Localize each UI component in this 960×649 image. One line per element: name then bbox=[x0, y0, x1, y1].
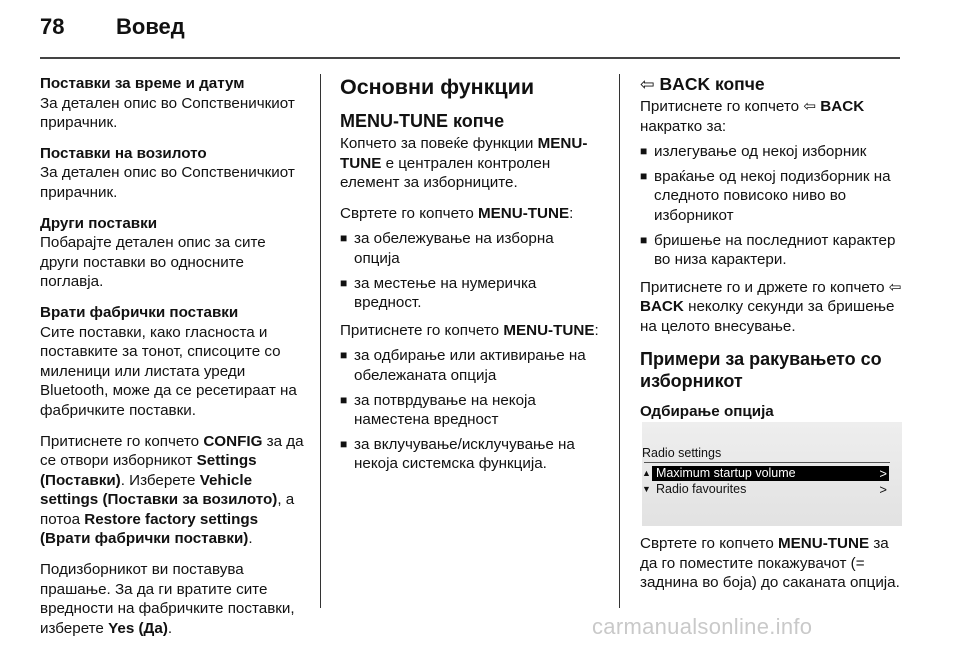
subsubsection-title: Одбирање опција bbox=[640, 402, 774, 420]
menu-tune-key: MENU-TUNE bbox=[503, 321, 595, 339]
header-rule bbox=[40, 57, 900, 59]
section-body: Побарајте детален опис за сите други поставки во односните поглавја. bbox=[40, 234, 266, 291]
text: Притиснете го и држете го копчето bbox=[640, 278, 889, 296]
section-other bbox=[40, 214, 304, 292]
section-heading: Поставки на возилото bbox=[40, 144, 207, 162]
restore-option-name: Restore factory settings (Врати фабрички поставки) bbox=[40, 510, 259, 548]
screen-menu-item bbox=[642, 482, 890, 497]
text: неколку секунди за бришење на целото внесување. bbox=[640, 298, 895, 335]
column-divider bbox=[619, 74, 620, 608]
back-arrow-icon: ⇦ bbox=[888, 278, 902, 296]
heading-text: BACK копче bbox=[659, 74, 765, 94]
paragraph bbox=[340, 321, 602, 341]
up-arrow-icon: ▲ bbox=[642, 468, 651, 478]
section-body: За детален опис во Сопственичкиот прирачник. bbox=[40, 164, 295, 201]
paragraph bbox=[340, 134, 602, 193]
list-item-text: враќање од некој подизборник на следното повисоко ниво во изборникот bbox=[654, 167, 891, 224]
text: Притиснете го копчето bbox=[640, 98, 804, 115]
section-title: Основни функции bbox=[340, 75, 535, 99]
back-key: BACK bbox=[640, 298, 684, 316]
section-heading: Врати фабрички поставки bbox=[40, 303, 239, 321]
text: Притиснете го копчето bbox=[40, 432, 204, 450]
screen-divider bbox=[644, 462, 890, 463]
column-left bbox=[40, 74, 304, 649]
bullet-icon: ■ bbox=[340, 436, 348, 451]
column-divider bbox=[320, 74, 321, 608]
menu-item-label: Radio favourites bbox=[656, 482, 747, 496]
back-arrow-icon: ⇦ bbox=[803, 98, 817, 115]
text: за да се отвори изборникот bbox=[40, 432, 304, 470]
subsection-title bbox=[640, 74, 902, 95]
list-item-text: за вклучување/исклучување на некоја системска функција. bbox=[354, 435, 575, 473]
list-item-text: за обележување на изборна опција bbox=[354, 230, 554, 267]
text: Притиснете го копчето bbox=[340, 321, 504, 339]
list-item-text: за потврдување на некоја наместена вредност bbox=[354, 391, 536, 429]
column-right-bottom bbox=[640, 534, 902, 604]
text: Свртете го копчето bbox=[340, 204, 478, 222]
bullet-icon: ■ bbox=[340, 348, 348, 363]
menu-item-label: Maximum startup volume bbox=[656, 466, 796, 480]
list-item bbox=[640, 231, 902, 270]
bullet-icon: ■ bbox=[640, 232, 648, 247]
vehicle-settings-name: Vehicle settings (Поставки за возилото) bbox=[40, 471, 278, 509]
text: Свртете го копчето bbox=[640, 535, 778, 552]
text: : bbox=[569, 204, 574, 222]
chevron-right-icon: > bbox=[879, 466, 887, 481]
text: за да го поместите покажувачот (= заднина во боја) до саканата опција. bbox=[640, 535, 900, 592]
column-middle bbox=[340, 74, 602, 482]
bullet-list bbox=[340, 346, 602, 474]
back-arrow-icon: ⇦ bbox=[640, 74, 655, 94]
subsection-title: Примери за ракувањето со изборникот bbox=[640, 348, 882, 391]
section-time-date bbox=[40, 74, 304, 133]
bullet-icon: ■ bbox=[340, 275, 348, 290]
paragraph bbox=[640, 97, 902, 136]
screen-menu-item-selected bbox=[642, 466, 890, 481]
text: . Изберете bbox=[120, 471, 200, 489]
menu-tune-key: MENU-TUNE bbox=[340, 135, 588, 172]
bullet-list bbox=[340, 229, 602, 312]
section-heading: Други поставки bbox=[40, 214, 158, 232]
list-item bbox=[340, 229, 602, 268]
yes-option-name: Yes (Да) bbox=[108, 619, 168, 637]
back-key: BACK bbox=[820, 98, 865, 115]
list-item bbox=[640, 167, 902, 226]
text: Копчето за повеќе функции bbox=[340, 135, 538, 152]
list-item bbox=[340, 391, 602, 430]
section-factory-reset bbox=[40, 303, 304, 421]
text: . bbox=[167, 619, 173, 637]
down-arrow-icon: ▼ bbox=[642, 484, 651, 494]
text: : bbox=[594, 321, 599, 339]
config-key: CONFIG bbox=[203, 432, 263, 450]
subsection-title: MENU-TUNE копче bbox=[340, 111, 505, 131]
bullet-icon: ■ bbox=[340, 231, 348, 246]
list-item bbox=[340, 435, 602, 474]
list-item bbox=[340, 274, 602, 313]
section-body: За детален опис во Сопственичкиот прирачник. bbox=[40, 94, 295, 132]
menu-tune-key: MENU-TUNE bbox=[778, 535, 870, 552]
list-item-text: бришење на последниот карактер во низа карактери. bbox=[654, 231, 896, 269]
bullet-list bbox=[640, 142, 902, 270]
page-title: Вовед bbox=[116, 14, 185, 39]
list-item-text: за одбирање или активирање на обележаната опција bbox=[354, 347, 586, 384]
list-item bbox=[640, 142, 902, 162]
display-screenshot bbox=[642, 422, 902, 526]
paragraph-confirm bbox=[40, 560, 304, 638]
bullet-icon: ■ bbox=[640, 168, 648, 183]
section-vehicle bbox=[40, 144, 304, 203]
paragraph bbox=[640, 278, 902, 337]
text: е централен контролен елемент за изборниците. bbox=[340, 154, 551, 192]
text: накратко за: bbox=[640, 117, 727, 135]
text: , а потоа bbox=[40, 491, 295, 528]
paragraph bbox=[640, 534, 902, 593]
section-body: Сите поставки, како гласноста и поставките за тонот, списоците со миленици или листата уреди Bluetooth, може да се ресетираат на фабричките поставки. bbox=[40, 323, 297, 419]
screen-title: Radio settings bbox=[642, 446, 722, 460]
settings-menu-name: Settings (Поставки) bbox=[40, 452, 257, 489]
column-right bbox=[640, 74, 902, 421]
bullet-icon: ■ bbox=[340, 392, 348, 407]
chevron-right-icon: > bbox=[879, 482, 887, 497]
list-item-text: излегување од некој изборник bbox=[654, 143, 867, 161]
section-heading: Поставки за време и датум bbox=[40, 75, 245, 92]
paragraph bbox=[340, 204, 602, 224]
page-number: 78 bbox=[40, 14, 65, 39]
list-item-text: за местење на нумеричка вредност. bbox=[354, 274, 537, 312]
text: . bbox=[248, 530, 253, 548]
list-item bbox=[340, 346, 602, 385]
bullet-icon: ■ bbox=[640, 144, 648, 159]
paragraph-config bbox=[40, 432, 304, 550]
text: Подизборникот ви поставува прашање. За да ги вратите сите вредности на фабричките поставки, изберете bbox=[40, 561, 295, 637]
menu-tune-key: MENU-TUNE bbox=[478, 204, 570, 222]
watermark: carmanualsonline.info bbox=[592, 614, 813, 639]
